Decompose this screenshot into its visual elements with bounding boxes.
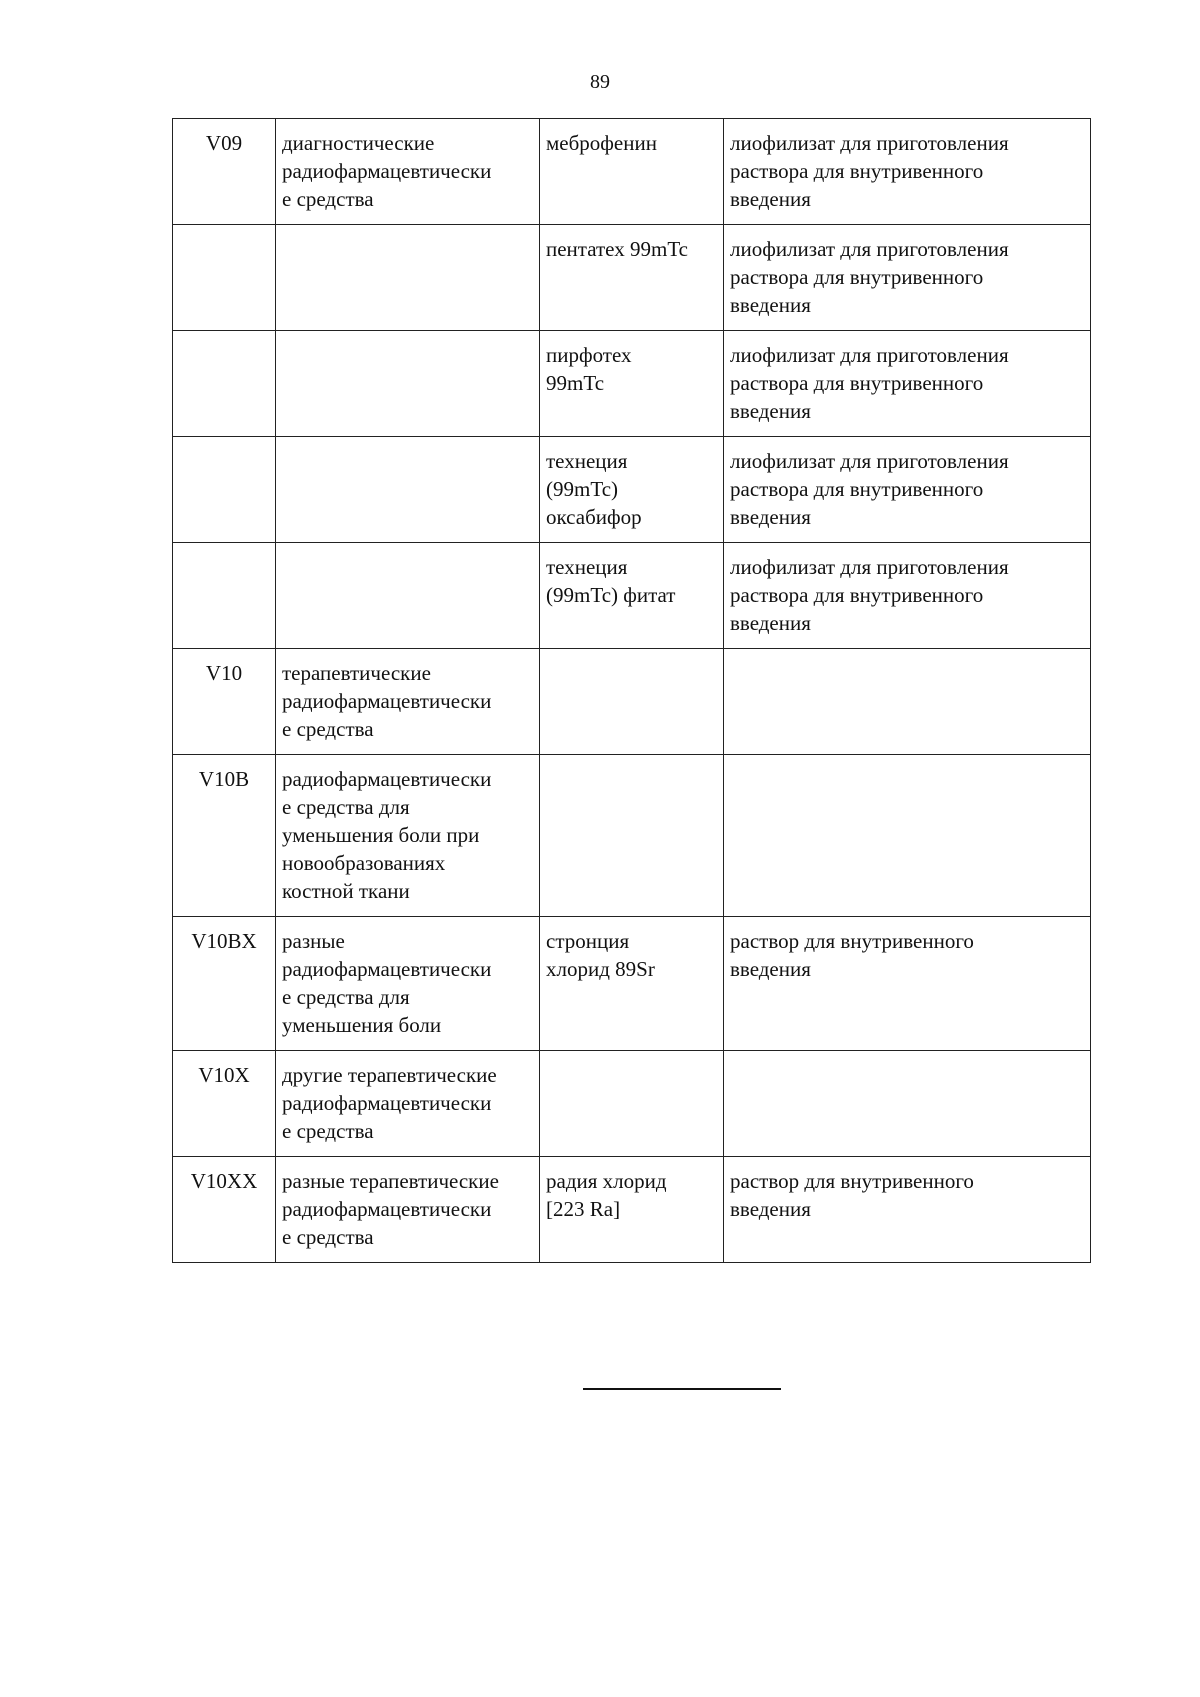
atc-code-cell: V10X bbox=[173, 1051, 276, 1157]
table-row bbox=[173, 1157, 1091, 1263]
dosage-form-cell: лиофилизат для приготовления раствора для внутривенного введения bbox=[724, 119, 1091, 225]
atc-code-cell: V10BX bbox=[173, 917, 276, 1051]
atc-code-cell bbox=[173, 543, 276, 649]
group-name-cell: диагностические радиофармацевтически е средства bbox=[276, 119, 540, 225]
atc-code-cell: V10XX bbox=[173, 1157, 276, 1263]
table-row bbox=[173, 331, 1091, 437]
dosage-form-cell bbox=[724, 755, 1091, 917]
dosage-form-cell: лиофилизат для приготовления раствора для внутривенного введения bbox=[724, 437, 1091, 543]
dosage-form-cell: лиофилизат для приготовления раствора для внутривенного введения bbox=[724, 543, 1091, 649]
atc-code-cell: V10B bbox=[173, 755, 276, 917]
group-name-cell bbox=[276, 225, 540, 331]
dosage-form-cell bbox=[724, 649, 1091, 755]
drug-name-cell: технеция (99mTc) оксабифор bbox=[540, 437, 724, 543]
table-row bbox=[173, 649, 1091, 755]
table-row bbox=[173, 755, 1091, 917]
drug-name-cell bbox=[540, 1051, 724, 1157]
drug-name-cell bbox=[540, 649, 724, 755]
dosage-form-cell: лиофилизат для приготовления раствора для внутривенного введения bbox=[724, 225, 1091, 331]
drug-classification-table bbox=[172, 118, 1091, 1263]
dosage-form-cell bbox=[724, 1051, 1091, 1157]
drug-name-cell: стронция хлорид 89Sr bbox=[540, 917, 724, 1051]
table-row bbox=[173, 119, 1091, 225]
table-row bbox=[173, 543, 1091, 649]
table-row bbox=[173, 225, 1091, 331]
drug-name-cell: пирфотех 99mTc bbox=[540, 331, 724, 437]
table-row bbox=[173, 1051, 1091, 1157]
atc-code-cell: V10 bbox=[173, 649, 276, 755]
dosage-form-cell: раствор для внутривенного введения bbox=[724, 917, 1091, 1051]
table-row bbox=[173, 437, 1091, 543]
end-of-document-rule bbox=[583, 1388, 781, 1390]
drug-name-cell: пентатех 99mTc bbox=[540, 225, 724, 331]
drug-name-cell: радия хлорид [223 Ra] bbox=[540, 1157, 724, 1263]
group-name-cell: разные радиофармацевтически е средства для уменьшения боли bbox=[276, 917, 540, 1051]
atc-code-cell bbox=[173, 437, 276, 543]
drug-name-cell bbox=[540, 755, 724, 917]
table-row bbox=[173, 917, 1091, 1051]
drug-name-cell: технеция (99mTc) фитат bbox=[540, 543, 724, 649]
atc-code-cell: V09 bbox=[173, 119, 276, 225]
page-number: 89 bbox=[590, 71, 610, 93]
group-name-cell: терапевтические радиофармацевтически е средства bbox=[276, 649, 540, 755]
group-name-cell bbox=[276, 437, 540, 543]
drug-name-cell: меброфенин bbox=[540, 119, 724, 225]
atc-code-cell bbox=[173, 331, 276, 437]
group-name-cell: другие терапевтические радиофармацевтически е средства bbox=[276, 1051, 540, 1157]
group-name-cell: радиофармацевтически е средства для уменьшения боли при новообразованиях костной ткани bbox=[276, 755, 540, 917]
atc-code-cell bbox=[173, 225, 276, 331]
dosage-form-cell: раствор для внутривенного введения bbox=[724, 1157, 1091, 1263]
group-name-cell: разные терапевтические радиофармацевтически е средства bbox=[276, 1157, 540, 1263]
dosage-form-cell: лиофилизат для приготовления раствора для внутривенного введения bbox=[724, 331, 1091, 437]
group-name-cell bbox=[276, 331, 540, 437]
group-name-cell bbox=[276, 543, 540, 649]
